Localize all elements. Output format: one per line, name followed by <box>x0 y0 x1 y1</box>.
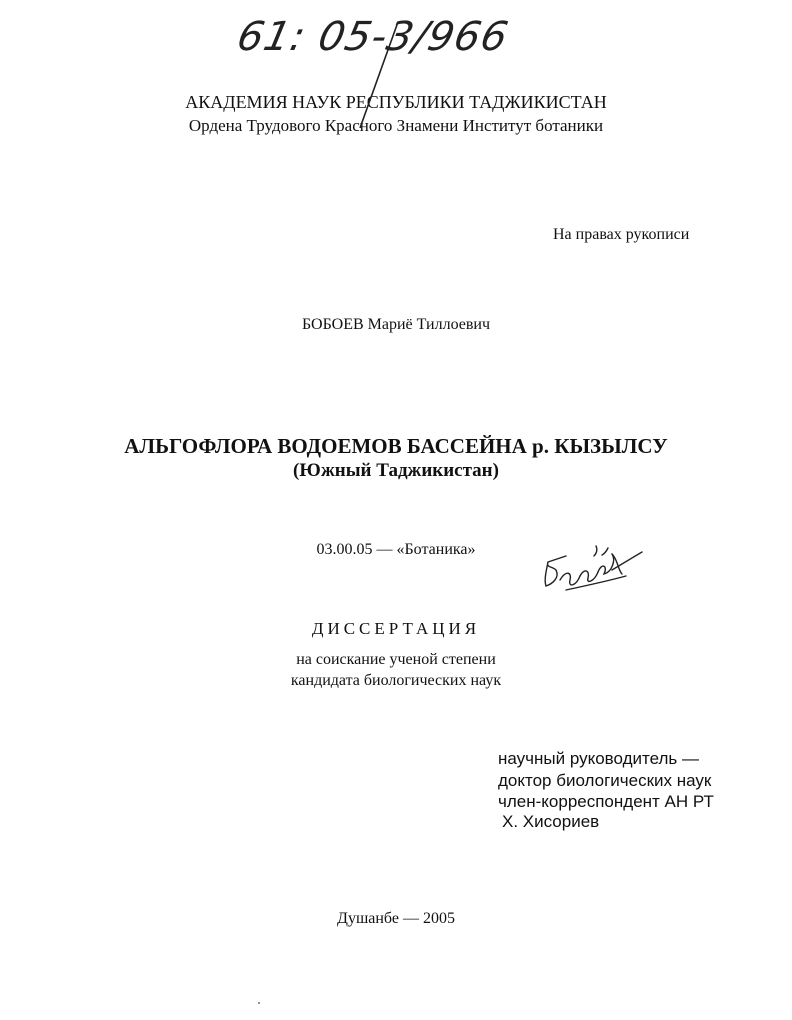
degree-line-2: кандидата биологических наук <box>290 672 502 689</box>
degree-line-1: на соискание ученой степени <box>296 651 496 668</box>
author-name: БОБОЕВ Мариё Тиллоевич <box>301 316 491 333</box>
dissertation-subtitle: (Южный Таджикистан) <box>293 460 499 481</box>
paper-speck <box>258 1002 260 1004</box>
supervisor-degree: доктор биологических наук <box>498 771 712 790</box>
supervisor-role: научный руководитель — <box>498 749 700 768</box>
document-type: ДИССЕРТАЦИЯ <box>311 619 481 638</box>
manuscript-rights-note: На правах рукописи <box>553 226 690 243</box>
place-and-year: Душанбе — 2005 <box>337 910 455 927</box>
supervisor-name: Х. Хисориев <box>502 812 600 831</box>
specialty-code: 03.00.05 — «Ботаника» <box>316 541 476 558</box>
dissertation-title: АЛЬГОФЛОРА ВОДОЕМОВ БАССЕЙНА р. КЫЗЫЛСУ <box>124 434 668 458</box>
supervisor-rank: член-корреспондент АН РТ <box>498 792 714 811</box>
academy-name: АКАДЕМИЯ НАУК РЕСПУБЛИКИ ТАДЖИКИСТАН <box>185 92 607 112</box>
institute-name: Ордена Трудового Красного Знамени Институт ботаники <box>188 116 604 135</box>
library-shelfmark: 61: 05-3/966 <box>233 14 513 60</box>
